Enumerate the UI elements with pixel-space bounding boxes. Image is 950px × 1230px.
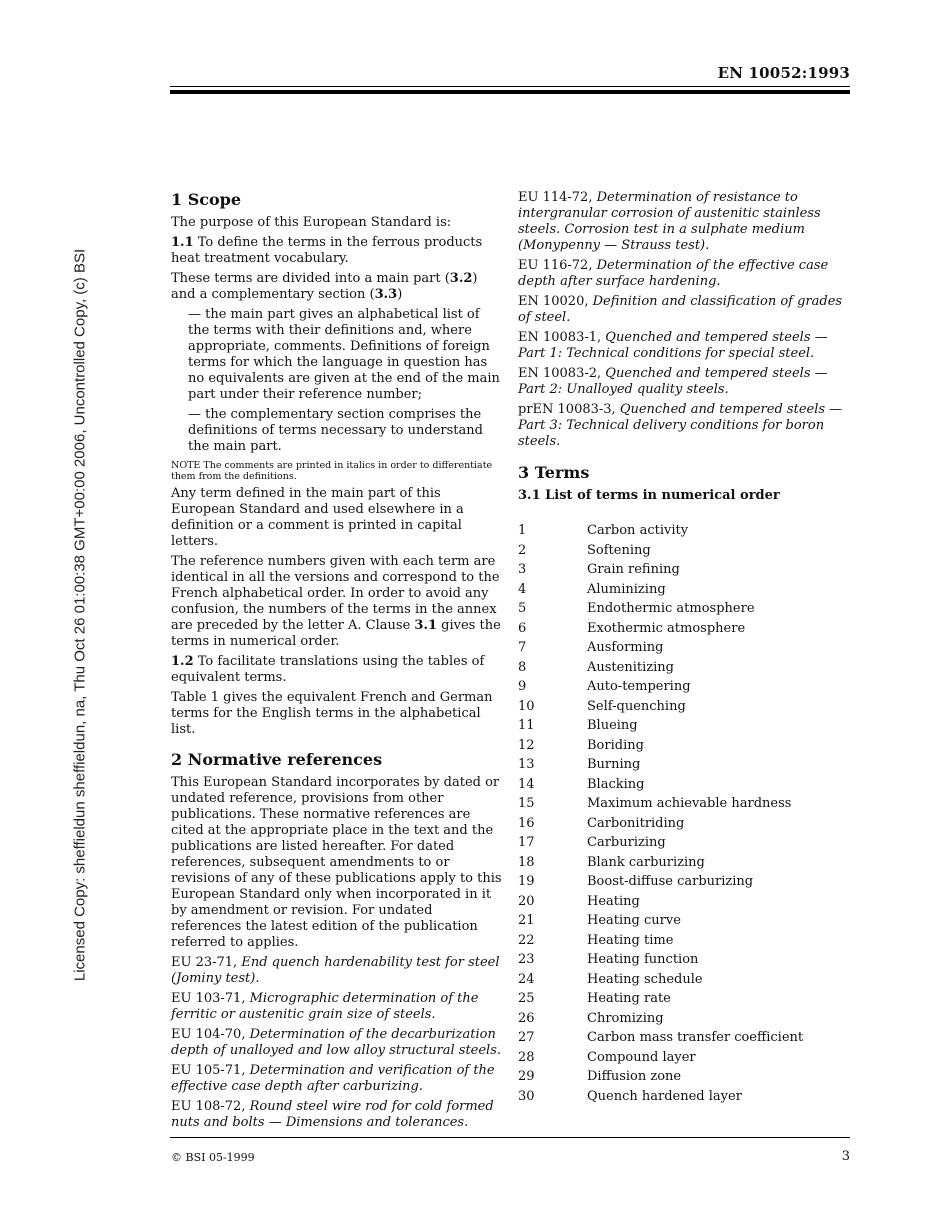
term-name: Heating function — [587, 952, 699, 967]
term-row — [518, 794, 852, 814]
header-rule-thick — [170, 90, 850, 94]
term-number: 6 — [518, 620, 527, 636]
term-name: Diffusion zone — [587, 1069, 682, 1084]
text-run: These terms are divided into a main part ( — [171, 271, 450, 286]
term-number: 12 — [518, 737, 535, 753]
left-column — [171, 190, 504, 1135]
clause-ref: 3.3 — [374, 287, 398, 302]
term-number: 24 — [518, 971, 535, 987]
clause-text: To facilitate translations using the tables of equivalent terms. — [171, 654, 485, 685]
reference-title: Determination of the effective case depth after surface hardening. — [518, 258, 829, 289]
term-row — [518, 872, 852, 892]
reference-title: Quenched and tempered steels — Part 3: Technical delivery conditions for boron steels. — [518, 402, 843, 449]
term-number: 9 — [518, 679, 527, 694]
reference-title: Quenched and tempered steels — Part 1: Technical conditions for special steel. — [518, 330, 828, 361]
normative-intro: This European Standard incorporates by dated or undated reference, provisions from other publications. These normative references are cited at the appropriate place in the text and the publications are listed hereafter. For dated references, subsequent amendments to or revisions of any of these publications apply to this European Standard only when incorporated in it by amendment or revision. For undated references the latest edition of the publication referred to applies. — [171, 775, 502, 950]
reference-code: EU 114-72, — [518, 190, 597, 205]
reference-list-right — [518, 190, 852, 450]
table1-paragraph: Table 1 gives the equivalent French and German terms for the English terms in the alphabetical list. — [171, 690, 493, 737]
terms-subheading: 3.1 List of terms in numerical order — [518, 488, 780, 503]
reference-item — [171, 1027, 504, 1059]
term-name: Chromizing — [587, 1010, 664, 1026]
term-number: 11 — [518, 718, 535, 733]
text-run: ) — [397, 287, 403, 302]
reference-item — [518, 294, 852, 326]
term-row — [518, 1028, 852, 1048]
terms-heading: 3 Terms — [518, 463, 590, 482]
term-number: 15 — [518, 796, 535, 811]
clause-1-2 — [171, 654, 504, 686]
reference-code: EN 10020, — [518, 294, 593, 309]
term-name: Softening — [587, 542, 651, 558]
reference-code: EU 116-72, — [518, 258, 597, 273]
reference-item — [518, 366, 852, 398]
term-row — [518, 1087, 852, 1107]
term-name: Ausforming — [587, 640, 664, 655]
term-row — [518, 599, 852, 619]
term-name: Blank carburizing — [587, 854, 705, 870]
reference-title: Definition and classification of grades of steel. — [518, 294, 843, 325]
text-run: ) and a complementary section ( — [171, 271, 478, 302]
term-name: Heating curve — [587, 913, 681, 928]
footer-copyright: © BSI 05-1999 — [171, 1151, 255, 1164]
term-number: 21 — [518, 913, 535, 928]
term-row — [518, 638, 852, 658]
scope-heading: 1 Scope — [171, 190, 242, 209]
term-number: 8 — [518, 659, 527, 675]
header-rule-thin — [170, 86, 850, 87]
term-row — [518, 833, 852, 853]
term-number: 27 — [518, 1030, 535, 1045]
reference-code: EU 105-71, — [171, 1063, 250, 1078]
term-name: Carbonitriding — [587, 815, 685, 831]
reference-title: End quench hardenability test for steel (Jominy test). — [171, 955, 500, 986]
clause-text: To define the terms in the ferrous products heat treatment vocabulary. — [171, 235, 483, 266]
term-row — [518, 716, 852, 736]
term-list — [518, 521, 852, 1106]
clause-number: 1.1 — [171, 235, 194, 250]
term-row — [518, 521, 852, 541]
term-name: Aluminizing — [587, 581, 666, 597]
term-number: 20 — [518, 893, 535, 909]
term-number: 19 — [518, 874, 535, 889]
reference-code: EU 23-71, — [171, 955, 242, 970]
term-number: 13 — [518, 757, 535, 772]
term-row — [518, 775, 852, 795]
term-number: 28 — [518, 1049, 535, 1065]
term-name: Burning — [587, 757, 641, 772]
term-number: 14 — [518, 776, 535, 792]
reference-item — [518, 190, 852, 254]
page-number: 3 — [841, 1149, 850, 1164]
reference-code: EU 108-72, — [171, 1099, 250, 1114]
reference-code: prEN 10083-3, — [518, 402, 620, 417]
term-number: 4 — [518, 581, 527, 597]
reference-item — [171, 1099, 504, 1131]
term-name: Self-quenching — [587, 698, 686, 714]
term-row — [518, 911, 852, 931]
term-row — [518, 989, 852, 1009]
term-name: Boriding — [587, 737, 644, 753]
term-row — [518, 970, 852, 990]
term-number: 16 — [518, 815, 535, 831]
term-name: Blacking — [587, 776, 645, 792]
reference-numbers-paragraph — [171, 554, 504, 650]
dash-item-main-part: — the main part gives an alphabetical list of the terms with their definitions and, where appropriate, comments. Definitions of foreign terms for which the language in question has no equivalents are given at the end of the main part under their reference number; — [188, 307, 500, 402]
footer-rule — [170, 1137, 850, 1138]
term-row — [518, 677, 852, 697]
reference-item — [518, 402, 852, 450]
term-number: 10 — [518, 698, 535, 714]
term-name: Heating rate — [587, 991, 671, 1006]
term-number: 25 — [518, 991, 535, 1006]
reference-list-left — [171, 955, 504, 1131]
term-name: Carbon mass transfer coefficient — [587, 1030, 804, 1045]
scope-intro: The purpose of this European Standard is: — [171, 215, 452, 230]
divided-paragraph — [171, 271, 504, 303]
term-row — [518, 814, 852, 834]
reference-title: Determination of the decarburization depth of unalloyed and low alloy structural steels. — [171, 1027, 502, 1058]
reference-title: Determination and verification of the effective case depth after carburizing. — [171, 1063, 495, 1094]
term-row — [518, 658, 852, 678]
term-name: Auto-tempering — [587, 679, 691, 694]
reference-item — [171, 955, 504, 987]
term-row — [518, 853, 852, 873]
term-row — [518, 697, 852, 717]
term-name: Grain refining — [587, 562, 680, 577]
document-number: EN 10052:1993 — [717, 64, 850, 82]
term-name: Austenitizing — [587, 659, 674, 675]
any-term-paragraph: Any term defined in the main part of this European Standard and used elsewhere in a definition or a comment is printed in capital letters. — [171, 486, 464, 549]
reference-code: EN 10083-1, — [518, 330, 606, 345]
term-number: 1 — [518, 523, 527, 538]
reference-title: Round steel wire rod for cold formed nuts and bolts — Dimensions and tolerances. — [171, 1099, 494, 1130]
term-row — [518, 950, 852, 970]
reference-item — [518, 258, 852, 290]
term-number: 29 — [518, 1069, 535, 1084]
reference-title: Determination of resistance to intergranular corrosion of austenitic stainless steels. Corrosion test in a sulphate medium (Monypenny — Strauss test). — [518, 190, 821, 253]
term-row — [518, 580, 852, 600]
term-number: 18 — [518, 854, 535, 870]
clause-number: 1.2 — [171, 654, 194, 669]
reference-code: EU 104-70, — [171, 1027, 250, 1042]
reference-item — [518, 330, 852, 362]
term-number: 26 — [518, 1010, 535, 1026]
term-row — [518, 931, 852, 951]
term-name: Exothermic atmosphere — [587, 620, 746, 636]
term-row — [518, 1048, 852, 1068]
clause-ref: 3.2 — [449, 271, 473, 286]
clause-1-1 — [171, 235, 504, 267]
term-row — [518, 892, 852, 912]
term-name: Maximum achievable hardness — [587, 796, 792, 811]
reference-item — [171, 991, 504, 1023]
clause-ref: 3.1 — [414, 618, 438, 633]
term-number: 22 — [518, 932, 535, 948]
term-number: 23 — [518, 952, 535, 967]
dash-item-complementary: — the complementary section comprises the definitions of terms necessary to understand the main part. — [188, 407, 483, 454]
right-column — [518, 190, 852, 1106]
reference-title: Quenched and tempered steels — Part 2: Unalloyed quality steels. — [518, 366, 828, 397]
term-number: 3 — [518, 562, 527, 577]
term-name: Quench hardened layer — [587, 1088, 742, 1104]
term-name: Carburizing — [587, 835, 666, 850]
normative-heading: 2 Normative references — [171, 750, 383, 769]
term-number: 17 — [518, 835, 535, 850]
note: NOTE The comments are printed in italics in order to differentiate them from the definitions. — [171, 460, 493, 482]
term-name: Compound layer — [587, 1049, 696, 1065]
term-name: Heating — [587, 893, 640, 909]
term-number: 2 — [518, 542, 527, 558]
term-number: 7 — [518, 640, 527, 655]
term-name: Blueing — [587, 718, 638, 733]
term-name: Endothermic atmosphere — [587, 601, 755, 616]
term-name: Boost-diffuse carburizing — [587, 874, 754, 889]
text-run: The reference numbers given with each term are identical in all the versions and correspond to the French alphabetical order. In order to avoid any confusion, the numbers of the terms in the annex are preceded by the letter A. Clause — [171, 554, 500, 633]
term-name: Heating time — [587, 932, 674, 948]
term-row — [518, 560, 852, 580]
reference-code: EU 103-71, — [171, 991, 250, 1006]
term-row — [518, 541, 852, 561]
term-name: Heating schedule — [587, 971, 703, 987]
term-name: Carbon activity — [587, 523, 689, 538]
reference-title: Micrographic determination of the ferritic or austenitic grain size of steels. — [171, 991, 479, 1022]
license-watermark: Licensed Copy: sheffieldun sheffieldun, na, Thu Oct 26 01:00:38 GMT+00:00 2006, Uncontrolled Copy, (c) BSI — [71, 248, 89, 982]
term-row — [518, 755, 852, 775]
reference-code: EN 10083-2, — [518, 366, 606, 381]
term-row — [518, 619, 852, 639]
term-row — [518, 1009, 852, 1029]
text-run: gives the terms in numerical order. — [171, 618, 501, 649]
reference-item — [171, 1063, 504, 1095]
term-number: 30 — [518, 1088, 535, 1104]
term-number: 5 — [518, 601, 527, 616]
term-row — [518, 1067, 852, 1087]
term-row — [518, 736, 852, 756]
